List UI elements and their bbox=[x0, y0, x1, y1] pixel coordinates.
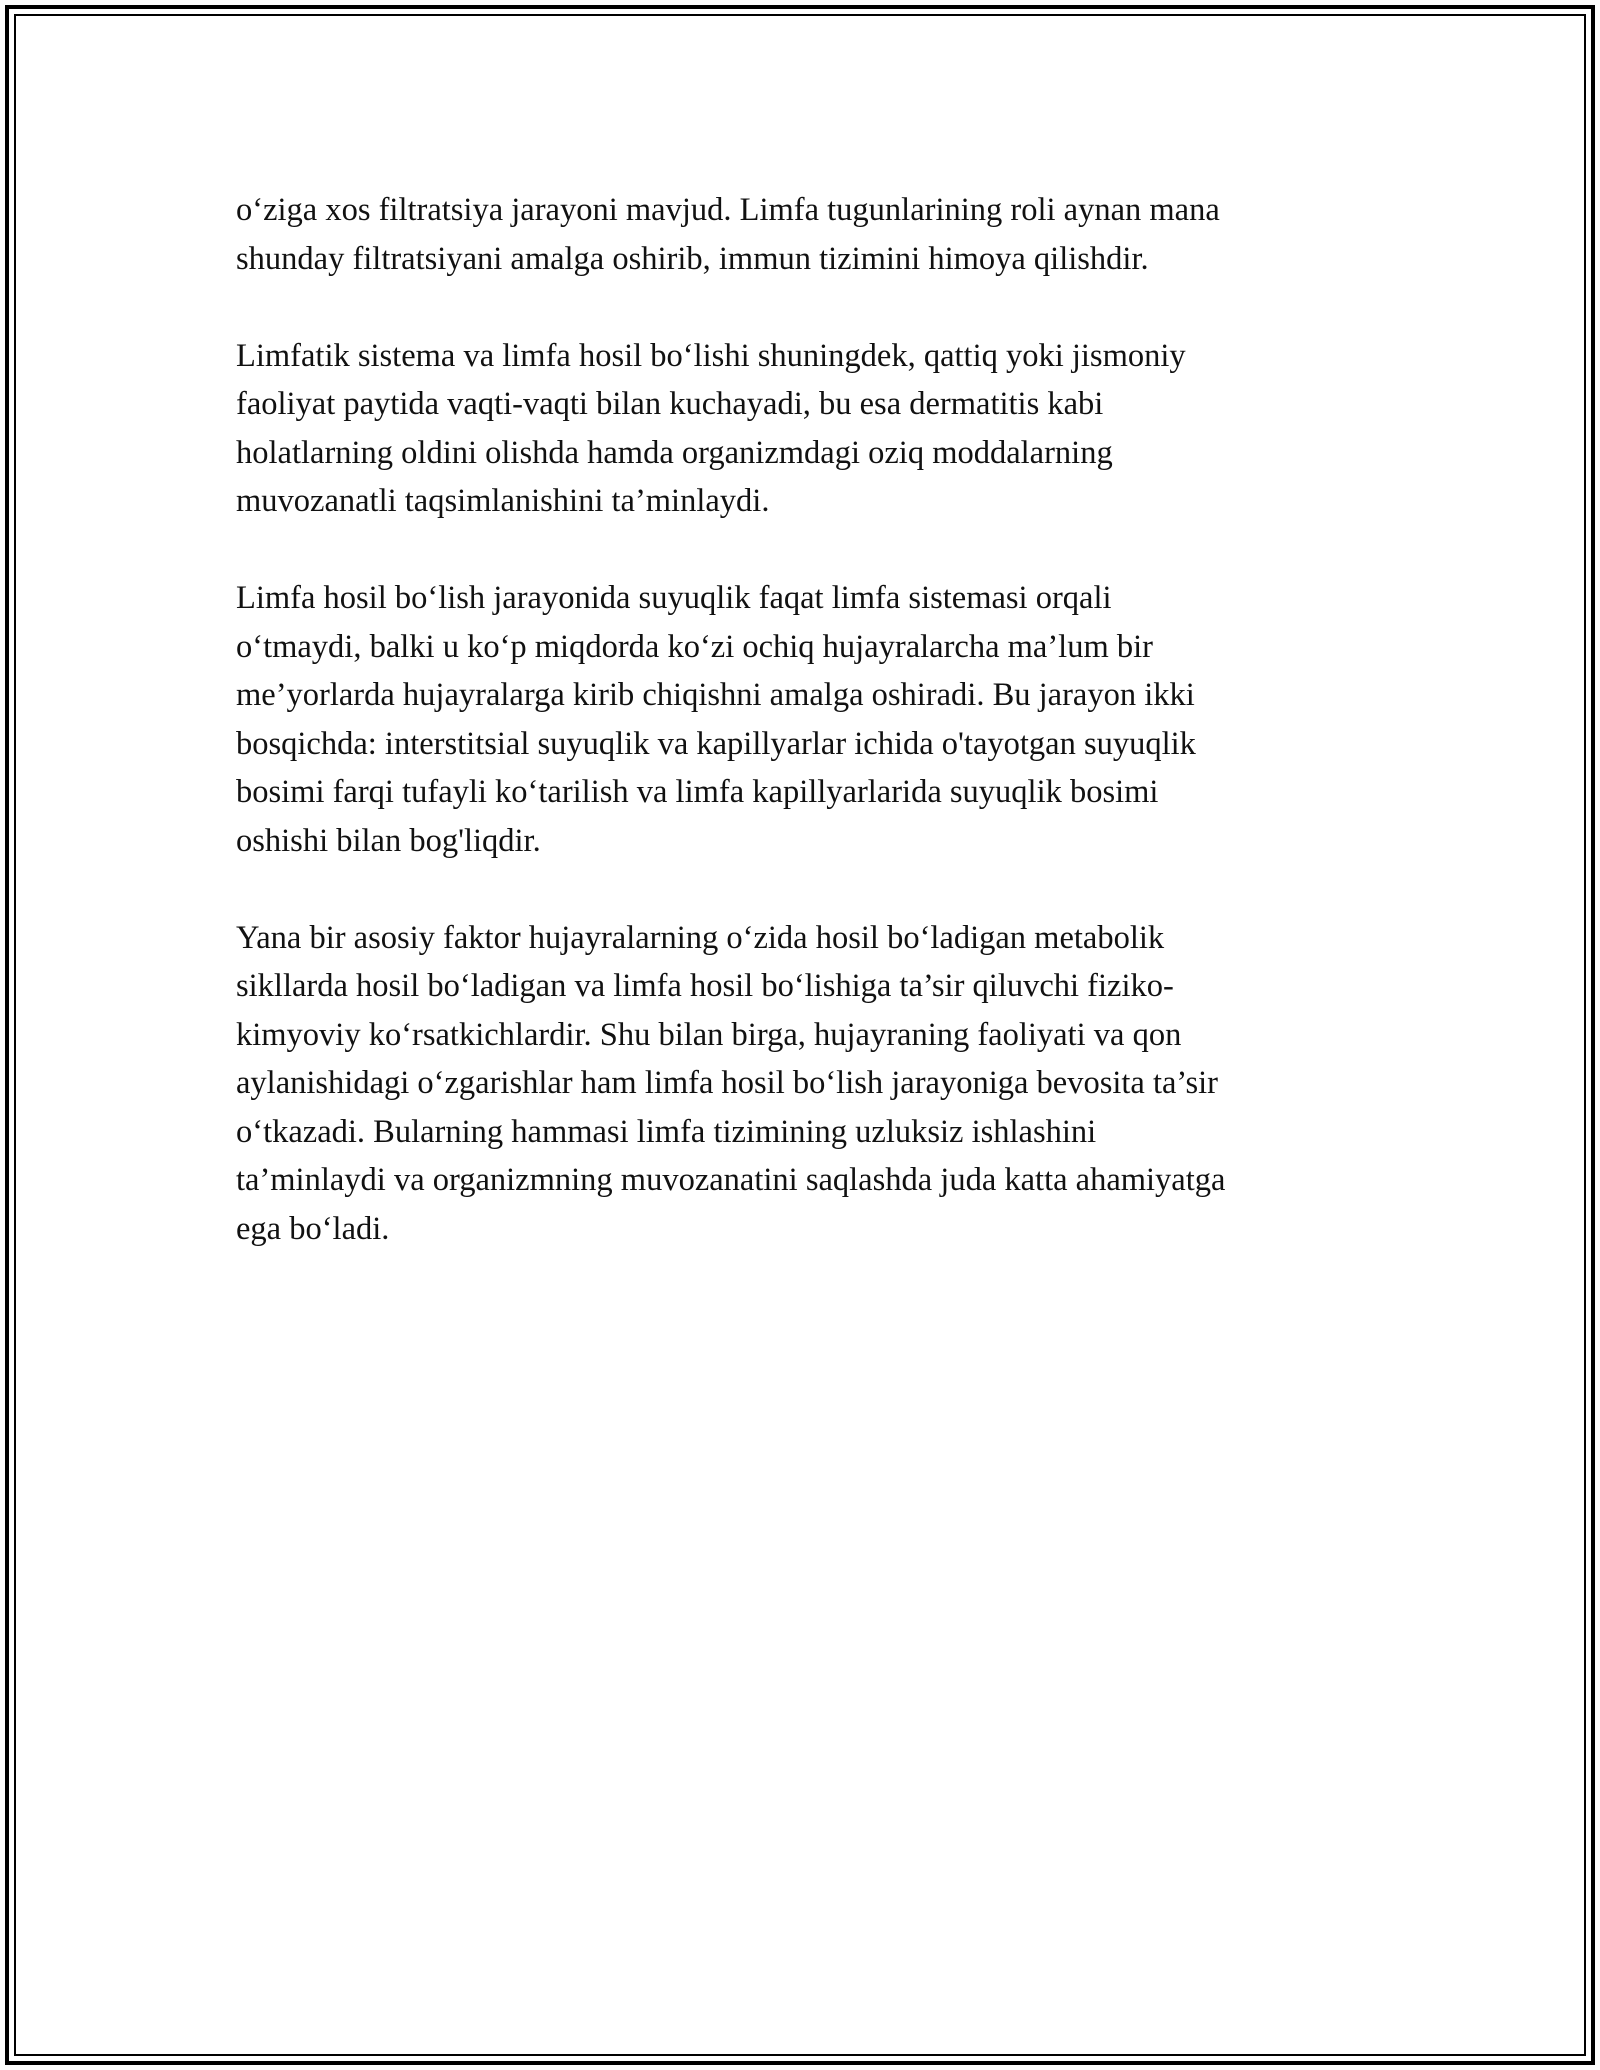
document-body bbox=[236, 186, 1366, 1302]
paragraph-1: o‘ziga xos filtratsiya jarayoni mavjud. Limfa tugunlarining roli aynan mana shunday filtratsiyani amalga oshirib, immun tizimini himoya qilishdir. bbox=[236, 192, 1220, 277]
paragraph-2: Limfatik sistema va limfa hosil bo‘lishi shuningdek, qattiq yoki jismoniy faoliyat paytida vaqti-vaqti bilan kuchayadi, bu esa dermatitis kabi holatlarning oldini olishda hamda organizmdagi oziq moddalarning muvozanatli taqsimlanishini ta’minlaydi. bbox=[236, 337, 1186, 519]
paragraph-3: Limfa hosil bo‘lish jarayonida suyuqlik faqat limfa sistemasi orqali o‘tmaydi, balki u ko‘p miqdorda ko‘zi ochiq hujayralarcha ma’lum bir me’yorlarda hujayralarga kirib chiqishni amalga oshiradi. Bu jarayon ikki bosqichda: interstitsial suyuqlik va kapillyarlar ichida o'tayotgan suyuqlik bosimi farqi tufayli ko‘tarilish va limfa kapillyarlarida suyuqlik bosimi oshishi bilan bog'liqdir. bbox=[236, 580, 1196, 859]
paragraph-4: Yana bir asosiy faktor hujayralarning o‘zida hosil bo‘ladigan metabolik sikllarda hosil bo‘ladigan va limfa hosil bo‘lishiga ta’sir qiluvchi fiziko- kimyoviy ko‘rsatkichlardir. Shu bilan birga, hujayraning faoliyati va qon aylanishidagi o‘zgarishlar ham limfa hosil bo‘lish jarayoniga bevosita ta’sir o‘tkazadi. Bularning hammasi limfa tizimining uzluksiz ishlashini ta’minlaydi va organizmning muvozanatini saqlashda juda katta ahamiyatga ega bo‘ladi. bbox=[236, 919, 1226, 1247]
